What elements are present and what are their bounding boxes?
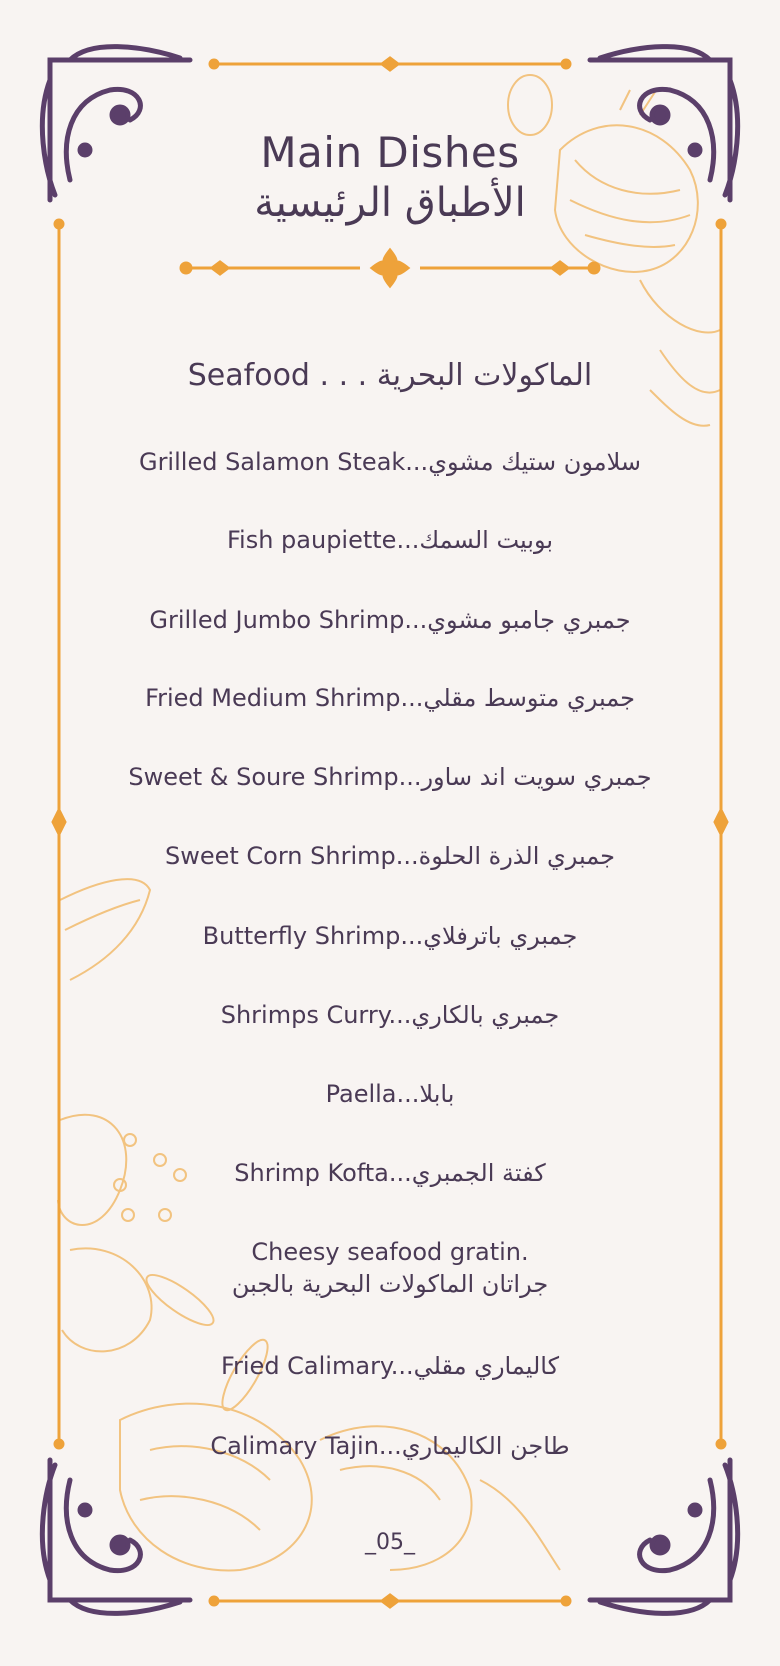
menu-item: Fish paupiette...بوبيت السمك	[226, 526, 554, 554]
page-title-english: Main Dishes	[260, 128, 520, 177]
page-title-arabic: الأطباق الرئيسية	[254, 180, 526, 226]
menu-item: Paella...بابلا	[325, 1080, 455, 1108]
menu-item: Shrimps Curry...جمبري بالكاري	[220, 1001, 560, 1029]
title-divider-ornament	[181, 250, 599, 286]
menu-item: Cheesy seafood gratin.	[251, 1238, 529, 1266]
menu-item: Calimary Tajin...طاجن الكاليماري	[210, 1432, 570, 1460]
section-heading-seafood: Seafood . . . الماكولات البحرية	[187, 358, 593, 393]
menu-item-arabic-line: جراتان الماكولات البحرية بالجبن	[231, 1270, 549, 1298]
menu-item: Sweet Corn Shrimp...جمبري الذرة الحلوة	[164, 842, 615, 870]
menu-item: Grilled Salamon Steak...سلامون ستيك مشوي	[138, 448, 642, 476]
menu-item: Sweet & Soure Shrimp...جمبري سويت اند ساور	[128, 763, 652, 791]
vegetable-illustration-bottom-left	[58, 879, 560, 1570]
page-number: _05_	[365, 1530, 415, 1555]
menu-item: Fried Calimary...كاليماري مقلي	[220, 1352, 560, 1380]
menu-item: Grilled Jumbo Shrimp...جمبري جامبو مشوي	[149, 606, 631, 634]
menu-item: Fried Medium Shrimp...جمبري متوسط مقلي	[145, 684, 635, 712]
menu-item: Butterfly Shrimp...جمبري باترفلاي	[202, 922, 578, 950]
menu-item: Shrimp Kofta...كفتة الجمبري	[234, 1159, 546, 1187]
